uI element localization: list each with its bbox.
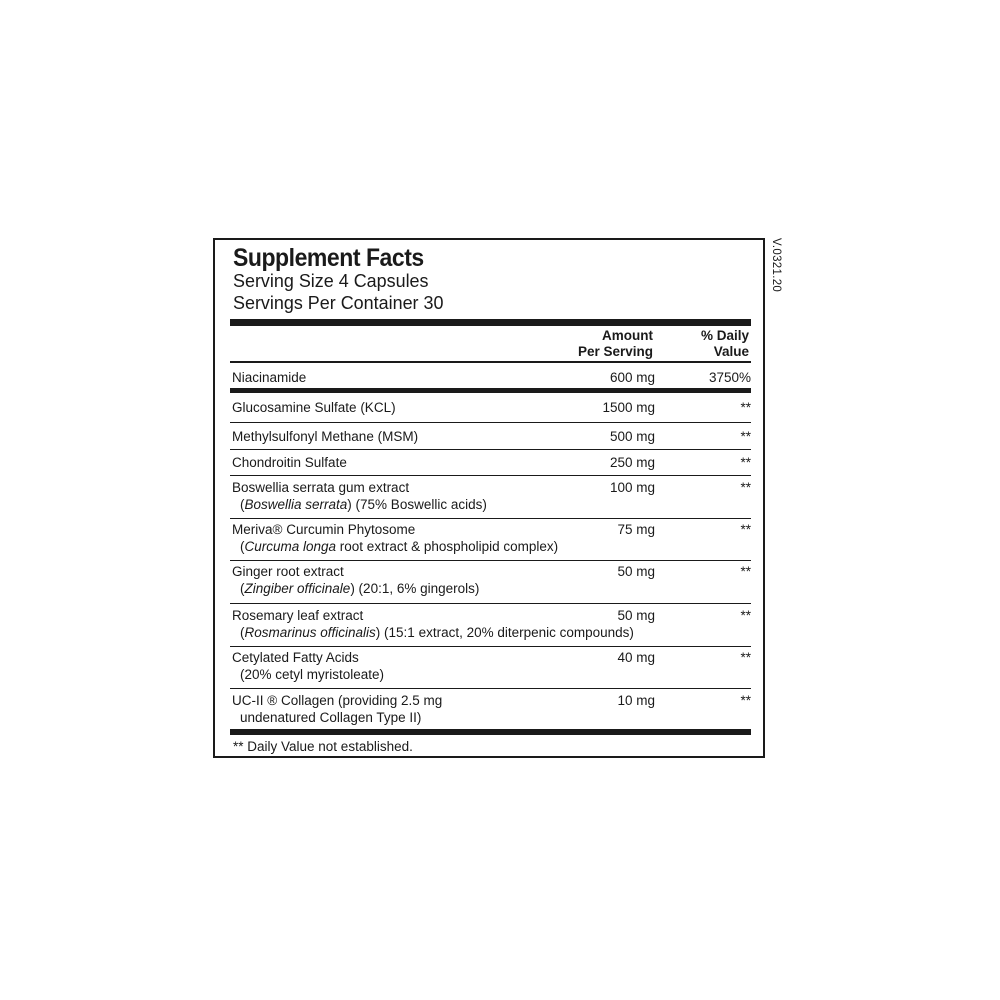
- ingredient-amount: 100 mg: [609, 480, 655, 495]
- ingredient-detail: undenatured Collagen Type II): [240, 710, 422, 725]
- daily-value-header: % Daily Value: [700, 328, 749, 359]
- supplement-facts-panel: [213, 238, 765, 758]
- row-divider: [230, 603, 751, 604]
- ingredient-detail: (Zingiber officinale) (20:1, 6% gingerols): [240, 581, 480, 596]
- ingredient-daily-value: **: [740, 455, 751, 470]
- ingredient-daily-value: **: [740, 693, 751, 708]
- ingredient-detail: (Curcuma longa root extract & phospholipid complex): [240, 539, 559, 554]
- amount-per-serving-header: Amount Per Serving: [577, 328, 653, 359]
- ingredient-name: Ginger root extract: [232, 564, 344, 579]
- ingredient-daily-value: **: [740, 429, 751, 444]
- ingredient-name: Chondroitin Sulfate: [232, 455, 347, 470]
- ingredient-name: Glucosamine Sulfate (KCL): [232, 400, 396, 415]
- panel-title: Supplement Facts: [233, 244, 424, 272]
- ingredient-daily-value: **: [740, 650, 751, 665]
- ingredient-name: UC-II ® Collagen (providing 2.5 mg: [232, 693, 443, 708]
- ingredient-amount: 1500 mg: [602, 400, 655, 415]
- servings-per-container: Servings Per Container 30: [233, 292, 444, 313]
- column-header-rule: [230, 361, 751, 363]
- ingredient-amount: 75 mg: [617, 522, 655, 537]
- ingredient-amount: 250 mg: [609, 455, 655, 470]
- header-thick-rule: [230, 319, 751, 326]
- row-divider: [230, 518, 751, 519]
- row-divider: [230, 646, 751, 647]
- section-thick-rule: [230, 388, 751, 393]
- ingredient-detail: (20% cetyl myristoleate): [240, 667, 385, 682]
- row-divider: [230, 422, 751, 423]
- version-code: V.0321.20: [770, 238, 782, 293]
- footer-thick-rule: [230, 729, 751, 735]
- serving-size: Serving Size 4 Capsules: [233, 270, 429, 291]
- ingredient-amount: 600 mg: [609, 370, 655, 385]
- ingredient-detail: (Rosmarinus officinalis) (15:1 extract, 20% diterpenic compounds): [240, 625, 634, 640]
- ingredient-daily-value: 3750%: [708, 370, 751, 385]
- row-divider: [230, 560, 751, 561]
- footnote: ** Daily Value not established.: [233, 739, 413, 754]
- ingredient-name: Niacinamide: [232, 370, 307, 385]
- ingredient-amount: 50 mg: [617, 608, 655, 623]
- row-divider: [230, 475, 751, 476]
- ingredient-daily-value: **: [740, 522, 751, 537]
- ingredient-daily-value: **: [740, 400, 751, 415]
- ingredient-amount: 10 mg: [617, 693, 655, 708]
- row-divider: [230, 449, 751, 450]
- ingredient-amount: 40 mg: [617, 650, 655, 665]
- ingredient-daily-value: **: [740, 564, 751, 579]
- ingredient-name: Boswellia serrata gum extract: [232, 480, 410, 495]
- ingredient-name: Cetylated Fatty Acids: [232, 650, 359, 665]
- ingredient-name: Methylsulfonyl Methane (MSM): [232, 429, 419, 444]
- ingredient-detail: (Boswellia serrata) (75% Boswellic acids): [240, 497, 487, 512]
- ingredient-amount: 50 mg: [617, 564, 655, 579]
- ingredient-name: Meriva® Curcumin Phytosome: [232, 522, 416, 537]
- ingredient-amount: 500 mg: [609, 429, 655, 444]
- ingredient-name: Rosemary leaf extract: [232, 608, 364, 623]
- ingredient-daily-value: **: [740, 608, 751, 623]
- row-divider: [230, 688, 751, 689]
- ingredient-daily-value: **: [740, 480, 751, 495]
